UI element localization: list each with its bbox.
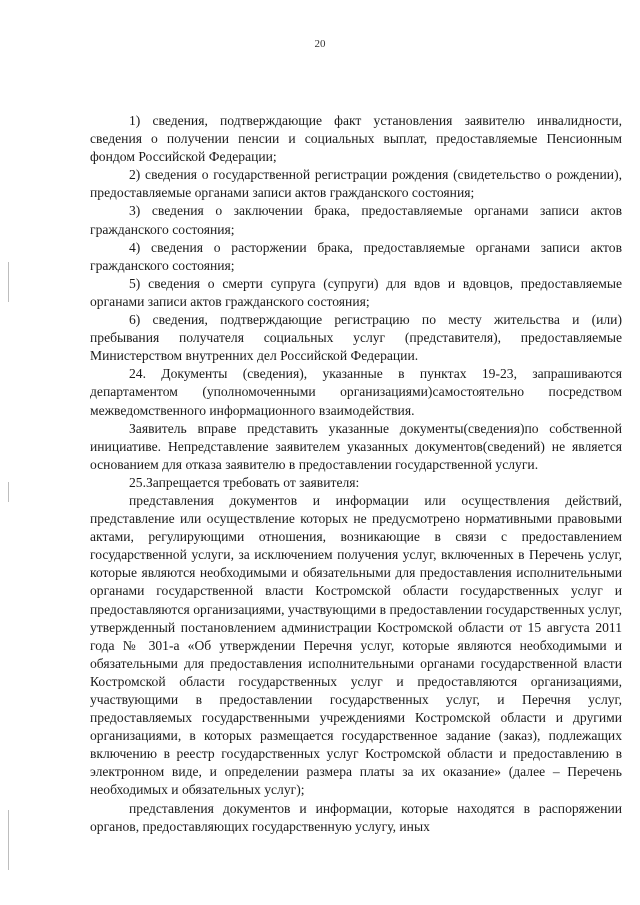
scan-margin-mark-bottom (8, 810, 9, 870)
paragraph-section-24: 24. Документы (сведения), указанные в пунктах 19-23, запрашиваются департаментом (уполномоченными организациями)самостоятельно посредством межведомственного информационного взаимодействия. (90, 366, 622, 418)
paragraph-item-4: 4) сведения о расторжении брака, предоставляемые органами записи актов гражданского состояния; (90, 239, 622, 273)
paragraph-item-6: 6) сведения, подтверждающие регистрацию по месту жительства и (или) пребывания получателя социальных услуг (представителя), предоставляемые Министерством внутренних дел Российской Федерации. (90, 312, 622, 364)
paragraph-section-25: 25.Запрещается требовать от заявителя: (129, 474, 360, 490)
paragraph-prohibition-1: представления документов и информации или осуществления действий, представление или осуществление которых не предусмотрено нормативными правовыми актами, регулирующими отношения, возникающие в связи с предоставлением государственной услуги, за исключением получения услуг, включенных в Перечень услуг, которые являются необходимыми и обязательными для предоставления исполнительными органами государственной власти Костромской области государственных услуг и предоставляются организациями, участвующими в предоставлении государственных услуг, утвержденный постановлением администрации Костромской области от 15 августа 2011 года № 301-а «Об утверждении Перечня услуг, которые являются необходимыми и обязательными для предоставления исполнительными органами государственной власти Костромской области государственных услуг и предоставляются организациями, участвующими в предоставлении государственных услуг, и Перечня услуг, предоставляемых государственными учреждениями Костромской области и другими организациями, в которых размещается государственное задание (заказ), подлежащих включению в реестр государственных услуг Костромской области и предоставлению в электронном виде, и определении размера платы за их оказание» (далее – Перечень необходимых и обязательных услуг); (90, 492, 622, 798)
paragraph-applicant-right: Заявитель вправе представить указанные документы(сведения)по собственной инициативе. Непредставление заявителем указанных документов(сведений) не является основанием для отказа заявителю в предоставлении государственной услуги. (90, 420, 622, 472)
scan-margin-mark-top (8, 262, 9, 302)
paragraph-item-2: 2) сведения о государственной регистрации рождения (свидетельство о рождении), предоставляемые органами записи актов гражданского состояния; (90, 167, 622, 201)
paragraph-item-3: 3) сведения о заключении брака, предоставляемые органами записи актов гражданского состояния; (90, 203, 622, 237)
paragraph-item-5: 5) сведения о смерти супруга (супруги) для вдов и вдовцов, предоставляемые органами записи актов гражданского состояния; (90, 275, 622, 309)
document-body (90, 112, 622, 836)
paragraph-item-1: 1) сведения, подтверждающие факт установления заявителю инвалидности, сведения о получении пенсии и социальных выплат, предоставляемые Пенсионным фондом Российской Федерации; (90, 113, 622, 165)
scan-margin-mark-middle (8, 482, 9, 502)
page-number: 20 (314, 38, 326, 50)
paragraph-prohibition-2: представления документов и информации, которые находятся в распоряжении органов, предоставляющих государственную услугу, иных (90, 800, 622, 834)
